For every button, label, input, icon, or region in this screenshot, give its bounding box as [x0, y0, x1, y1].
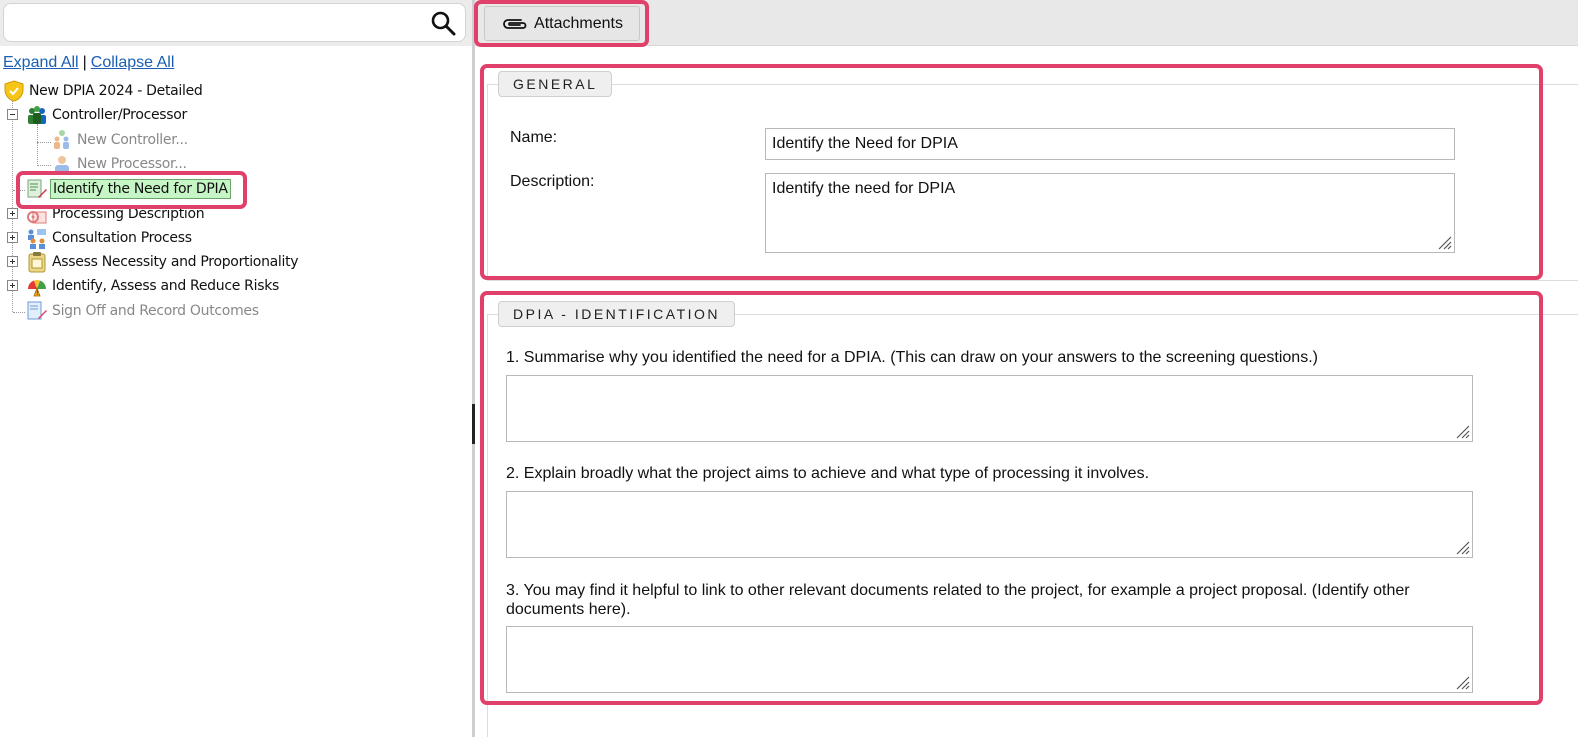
attachments-label: Attachments: [534, 14, 623, 32]
attachments-button[interactable]: [484, 6, 640, 41]
tree-item-label: Consultation Process: [52, 230, 192, 246]
description-label: Description:: [510, 173, 595, 190]
search-bar: [0, 0, 472, 46]
expand-all-link[interactable]: Expand All: [3, 54, 79, 71]
tree-item-label: New DPIA 2024 - Detailed: [29, 83, 203, 99]
tree-item-processing-description[interactable]: [26, 203, 206, 225]
tree-item-assess-necessity[interactable]: [26, 251, 300, 273]
answer-2-field[interactable]: [506, 491, 1473, 558]
answer-1-field[interactable]: [506, 375, 1473, 442]
toolbar: [475, 0, 1578, 46]
tree-item-new-controller[interactable]: [51, 129, 190, 151]
tree-item-consultation-process[interactable]: [26, 227, 194, 249]
tree-item-identify-risks[interactable]: [26, 275, 281, 297]
tree-item-identify-need[interactable]: [26, 178, 231, 200]
tree-item-root[interactable]: [3, 80, 205, 102]
tree-item-controller-processor[interactable]: [26, 104, 189, 126]
fieldset-border: [487, 84, 1578, 85]
fieldset-border: [487, 84, 488, 280]
person-icon: [51, 153, 73, 175]
question-2: 2. Explain broadly what the project aims to achieve and what type of processing it involves.: [506, 465, 1150, 482]
expand-toggle-icon[interactable]: [7, 280, 18, 291]
search-box: [3, 3, 466, 42]
tree-item-label: Controller/Processor: [52, 107, 188, 123]
tree-item-label: New Controller...: [77, 132, 188, 148]
shield-icon: [3, 80, 25, 102]
answer-3-field[interactable]: [506, 626, 1473, 693]
description-field[interactable]: [765, 173, 1455, 253]
people-add-icon: [51, 129, 73, 151]
tree-item-label: New Processor...: [77, 156, 187, 172]
question-1: 1. Summarise why you identified the need for a DPIA. (This can draw on your answers to the screening questions.): [506, 349, 1318, 366]
question-3: 3. You may find it helpful to link to other relevant documents related to the project, for example a project proposal. (Identify other documents here).: [506, 582, 1410, 618]
tree-item-label: Identify, Assess and Reduce Risks: [52, 278, 279, 294]
collapse-all-link[interactable]: Collapse All: [90, 54, 175, 71]
tree-connector: [37, 165, 51, 166]
document-edit-icon: [26, 178, 48, 200]
tree-item-sign-off[interactable]: [26, 300, 261, 322]
name-label: Name:: [510, 129, 558, 146]
people-icon: [26, 104, 48, 126]
collapse-toggle-icon[interactable]: [7, 109, 18, 120]
expand-toggle-icon[interactable]: [7, 256, 18, 267]
consultation-icon: [26, 227, 48, 249]
document-sign-icon: [26, 300, 48, 322]
general-legend: GENERAL: [498, 71, 612, 97]
paperclip-icon: [501, 16, 529, 32]
svg-text:!: !: [35, 290, 39, 297]
identification-legend: DPIA - IDENTIFICATION: [498, 301, 735, 327]
tree-controls-separator: |: [82, 54, 87, 71]
search-icon[interactable]: [430, 10, 456, 36]
search-input[interactable]: [14, 10, 414, 36]
tree-connector: [37, 124, 38, 166]
name-field[interactable]: [765, 128, 1455, 160]
risk-gauge-icon: [26, 275, 48, 297]
tree-connector: [13, 312, 25, 313]
tree-item-label: Sign Off and Record Outcomes: [52, 303, 259, 319]
expand-toggle-icon[interactable]: [7, 208, 18, 219]
fieldset-border: [487, 314, 488, 737]
tree-connector: [37, 142, 51, 143]
tree-controls: [3, 54, 174, 72]
clipboard-icon: [26, 251, 48, 273]
tree-item-label: Processing Description: [52, 206, 205, 222]
tree-connector: [13, 190, 25, 191]
expand-toggle-icon[interactable]: [7, 232, 18, 243]
tree-item-new-processor[interactable]: [51, 153, 189, 175]
fieldset-border: [487, 280, 1578, 281]
tree-item-label: Assess Necessity and Proportionality: [52, 254, 299, 270]
tree-item-label: Identify the Need for DPIA: [50, 179, 231, 199]
gear-document-icon: [26, 203, 48, 225]
